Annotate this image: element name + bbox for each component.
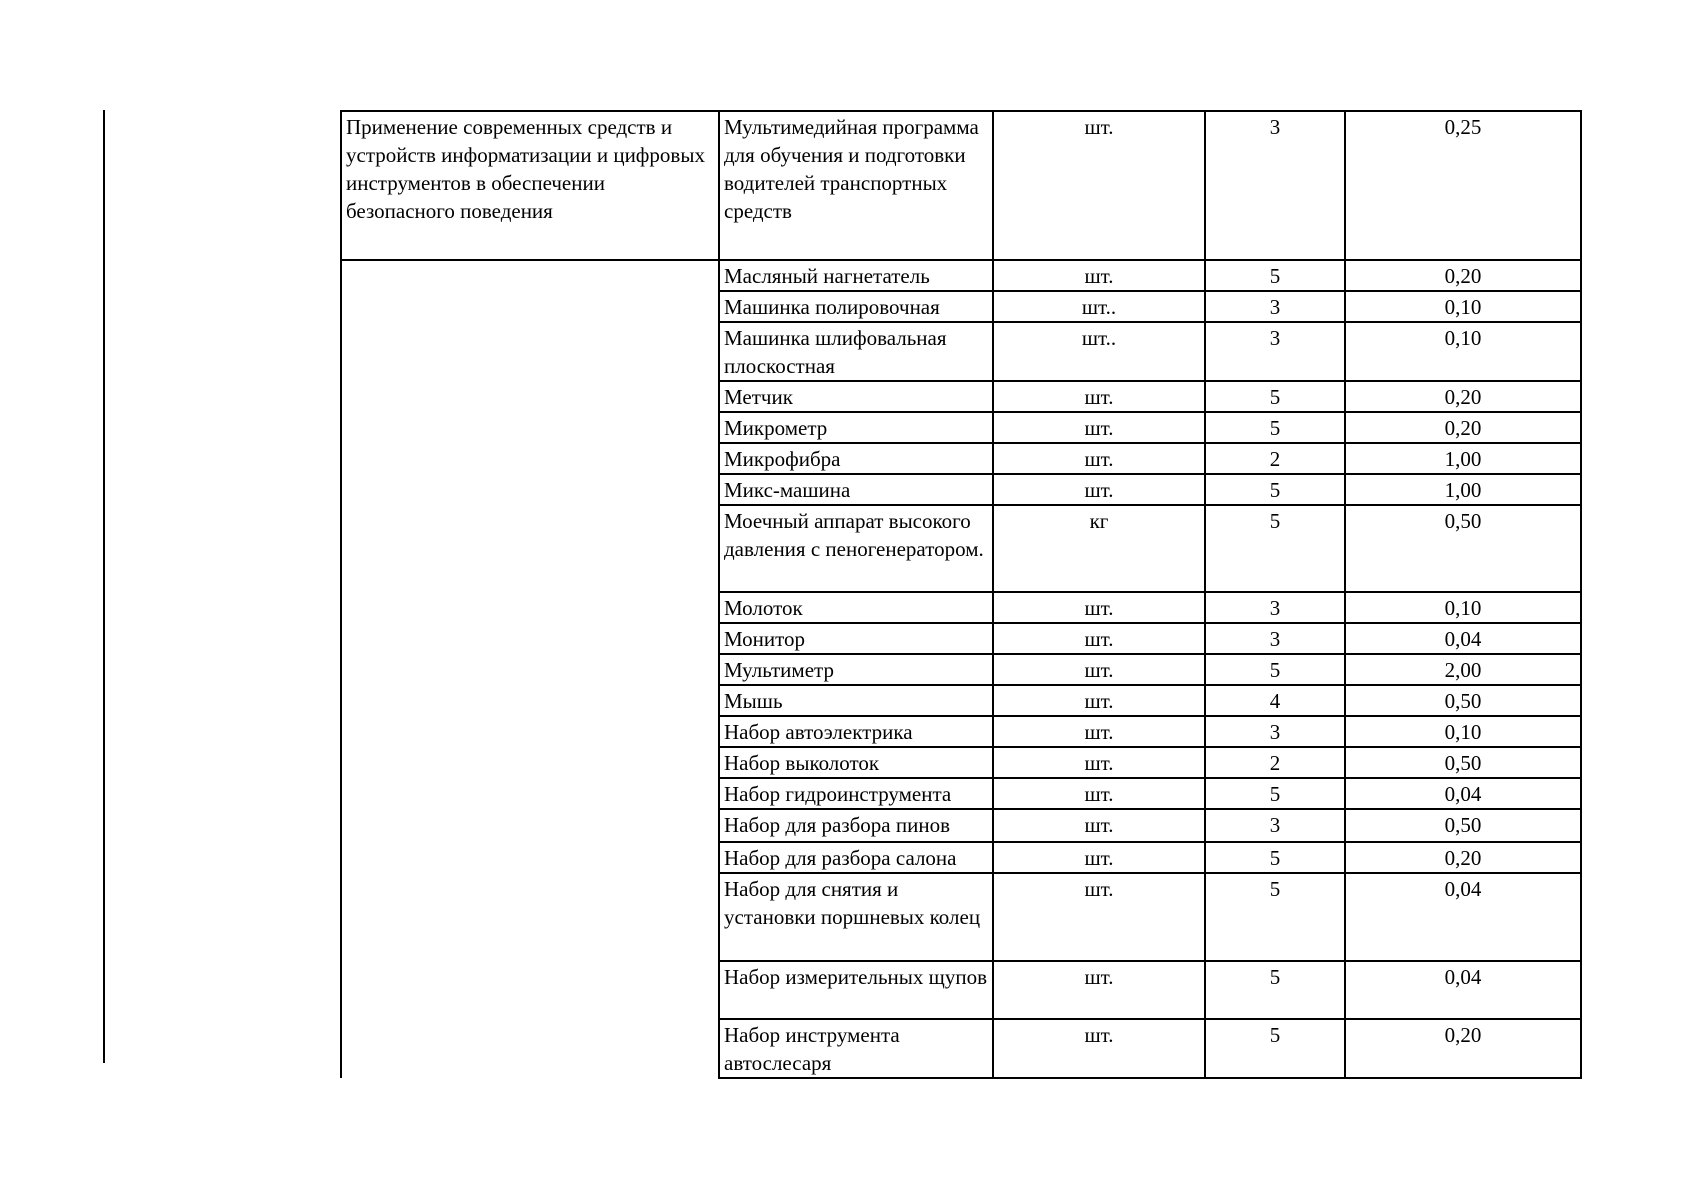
item-name-cell: Моечный аппарат высокого давления с пеногенератором. [719,505,993,592]
item-qty-cell: 4 [1205,685,1345,716]
item-qty-cell: 5 [1205,842,1345,873]
item-name-cell: Микс-машина [719,474,993,505]
item-qty-cell: 5 [1205,260,1345,291]
item-coef-cell: 0,04 [1345,778,1581,809]
item-coef-cell: 0,20 [1345,842,1581,873]
table-row [341,111,1581,260]
item-name-cell: Набор выколоток [719,747,993,778]
item-name-cell: Набор автоэлектрика [719,716,993,747]
left-margin-rule [103,110,105,1063]
item-unit-cell: шт. [993,260,1205,291]
item-coef-cell: 0,50 [1345,685,1581,716]
section-area-cell: Применение современных средств и устройств информатизации и цифровых инструментов в обеспечении безопасного поведения [341,111,719,260]
item-name-cell: Мультиметр [719,654,993,685]
item-coef-cell: 0,50 [1345,747,1581,778]
item-qty-cell: 2 [1205,747,1345,778]
item-unit-cell: шт. [993,111,1205,260]
equipment-table [340,110,1582,1079]
item-coef-cell: 0,10 [1345,291,1581,322]
item-unit-cell: кг [993,505,1205,592]
item-qty-cell: 3 [1205,322,1345,381]
item-name-cell: Монитор [719,623,993,654]
item-name-cell: Метчик [719,381,993,412]
item-qty-cell: 5 [1205,778,1345,809]
item-unit-cell: шт. [993,873,1205,961]
item-unit-cell: шт.. [993,291,1205,322]
item-name-cell: Мышь [719,685,993,716]
item-unit-cell: шт.. [993,322,1205,381]
item-qty-cell: 5 [1205,654,1345,685]
item-unit-cell: шт. [993,778,1205,809]
item-name-cell: Машинка шлифовальная плоскостная [719,322,993,381]
item-unit-cell: шт. [993,809,1205,842]
item-coef-cell: 0,50 [1345,505,1581,592]
item-coef-cell: 0,04 [1345,623,1581,654]
item-name-cell: Набор для снятия и установки поршневых колец [719,873,993,961]
item-qty-cell: 5 [1205,474,1345,505]
item-unit-cell: шт. [993,654,1205,685]
item-coef-cell: 0,50 [1345,809,1581,842]
item-unit-cell: шт. [993,443,1205,474]
item-coef-cell: 0,10 [1345,716,1581,747]
item-name-cell: Набор для разбора салона [719,842,993,873]
item-name-cell: Молоток [719,592,993,623]
item-qty-cell: 5 [1205,1019,1345,1078]
item-name-cell: Масляный нагнетатель [719,260,993,291]
item-unit-cell: шт. [993,592,1205,623]
item-qty-cell: 3 [1205,592,1345,623]
item-qty-cell: 5 [1205,412,1345,443]
item-qty-cell: 3 [1205,623,1345,654]
item-coef-cell: 0,10 [1345,592,1581,623]
item-name-cell: Набор гидроинструмента [719,778,993,809]
item-coef-cell: 2,00 [1345,654,1581,685]
item-qty-cell: 2 [1205,443,1345,474]
item-unit-cell: шт. [993,685,1205,716]
item-name-cell: Микрометр [719,412,993,443]
item-name-cell: Мультимедийная программа для обучения и подготовки водителей транспортных средств [719,111,993,260]
item-qty-cell: 5 [1205,873,1345,961]
item-coef-cell: 0,04 [1345,873,1581,961]
item-unit-cell: шт. [993,716,1205,747]
item-unit-cell: шт. [993,747,1205,778]
item-qty-cell: 3 [1205,111,1345,260]
item-qty-cell: 5 [1205,381,1345,412]
table-row [341,260,1581,291]
item-unit-cell: шт. [993,474,1205,505]
item-unit-cell: шт. [993,1019,1205,1078]
item-name-cell: Машинка полировочная [719,291,993,322]
item-qty-cell: 5 [1205,505,1345,592]
item-coef-cell: 0,04 [1345,961,1581,1019]
item-name-cell: Набор инструмента автослесаря [719,1019,993,1078]
item-unit-cell: шт. [993,623,1205,654]
section-area-empty-cell [341,260,719,1078]
item-unit-cell: шт. [993,412,1205,443]
item-unit-cell: шт. [993,961,1205,1019]
equipment-table-body [341,111,1581,1078]
item-unit-cell: шт. [993,381,1205,412]
item-coef-cell: 0,20 [1345,381,1581,412]
item-coef-cell: 0,20 [1345,412,1581,443]
item-qty-cell: 3 [1205,291,1345,322]
item-coef-cell: 1,00 [1345,474,1581,505]
item-qty-cell: 3 [1205,809,1345,842]
item-coef-cell: 0,20 [1345,1019,1581,1078]
item-coef-cell: 0,25 [1345,111,1581,260]
item-coef-cell: 0,20 [1345,260,1581,291]
item-coef-cell: 0,10 [1345,322,1581,381]
item-unit-cell: шт. [993,842,1205,873]
item-name-cell: Набор для разбора пинов [719,809,993,842]
item-qty-cell: 3 [1205,716,1345,747]
item-qty-cell: 5 [1205,961,1345,1019]
item-coef-cell: 1,00 [1345,443,1581,474]
item-name-cell: Микрофибра [719,443,993,474]
item-name-cell: Набор измерительных щупов [719,961,993,1019]
